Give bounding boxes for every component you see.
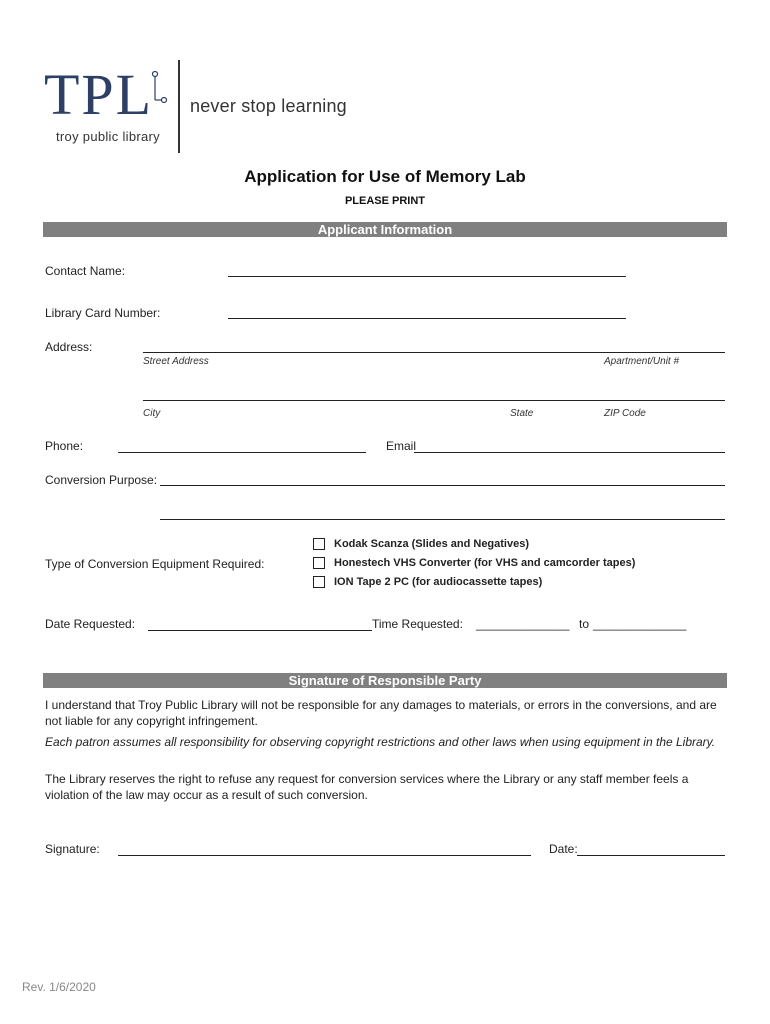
time-to-label: to (579, 617, 590, 631)
time-end-field[interactable]: ______________ (593, 617, 687, 631)
email-label: Email (386, 439, 417, 453)
logo-letters: TPL (44, 62, 154, 127)
time-requested-label: Time Requested: (372, 617, 463, 631)
state-hint: State (510, 408, 534, 419)
apartment-hint: Apartment/Unit # (604, 356, 680, 367)
honestech-vhs-option: Honestech VHS Converter (for VHS and camcorder tapes) (334, 557, 636, 569)
kodak-scanza-option: Kodak Scanza (Slides and Negatives) (334, 538, 530, 550)
revision-date: Rev. 1/6/2020 (22, 980, 96, 994)
conversion-purpose-field-2[interactable] (160, 519, 725, 520)
ion-tape-option: ION Tape 2 PC (for audiocassette tapes) (334, 576, 543, 588)
liability-paragraph: I understand that Troy Public Library will not be responsible for any damages to materials, or errors in the conversions, and are not liable for any copyright infringement. (45, 698, 717, 728)
logo-divider (178, 60, 180, 153)
date-requested-label: Date Requested: (45, 617, 136, 631)
library-card-label: Library Card Number: (45, 306, 161, 320)
page-subtitle: PLEASE PRINT (344, 195, 426, 207)
honestech-vhs-checkbox[interactable] (313, 557, 325, 569)
date-label: Date: (549, 842, 578, 856)
street-address-hint: Street Address (143, 356, 209, 367)
zip-hint: ZIP Code (604, 408, 646, 419)
kodak-scanza-checkbox[interactable] (313, 538, 325, 550)
street-address-field[interactable] (143, 352, 725, 353)
signature-label: Signature: (45, 842, 100, 856)
ion-tape-checkbox[interactable] (313, 576, 325, 588)
time-start-field[interactable]: ______________ (476, 617, 570, 631)
copyright-paragraph: Each patron assumes all responsibility for observing copyright restrictions and other laws when using equipment in the Library. (45, 735, 716, 749)
phone-label: Phone: (45, 439, 84, 453)
city-state-zip-field[interactable] (143, 400, 725, 401)
contact-name-field[interactable] (228, 276, 626, 277)
logo-tagline: never stop learning (190, 96, 347, 116)
section-heading-signature: Signature of Responsible Party (43, 673, 727, 688)
address-label: Address: (45, 340, 93, 354)
signature-date-field[interactable] (577, 855, 725, 856)
email-field[interactable] (414, 452, 725, 453)
page-title: Application for Use of Memory Lab (244, 167, 526, 186)
logo-circuit-icon (150, 70, 170, 110)
logo-library-name: troy public library (56, 129, 160, 144)
phone-field[interactable] (118, 452, 366, 453)
date-requested-field[interactable] (148, 630, 372, 631)
equipment-label: Type of Conversion Equipment Required: (45, 557, 265, 571)
library-card-field[interactable] (228, 318, 626, 319)
refusal-paragraph: The Library reserves the right to refuse any request for conversion services where the Library or any staff member feels a violation of the law may occur as a result of such conversion. (45, 772, 689, 802)
contact-name-label: Contact Name: (45, 264, 126, 278)
city-hint: City (143, 408, 161, 419)
signature-field[interactable] (118, 855, 531, 856)
conversion-purpose-label: Conversion Purpose: (45, 473, 158, 487)
conversion-purpose-field[interactable] (160, 485, 725, 486)
section-heading-applicant: Applicant Information (43, 222, 727, 237)
